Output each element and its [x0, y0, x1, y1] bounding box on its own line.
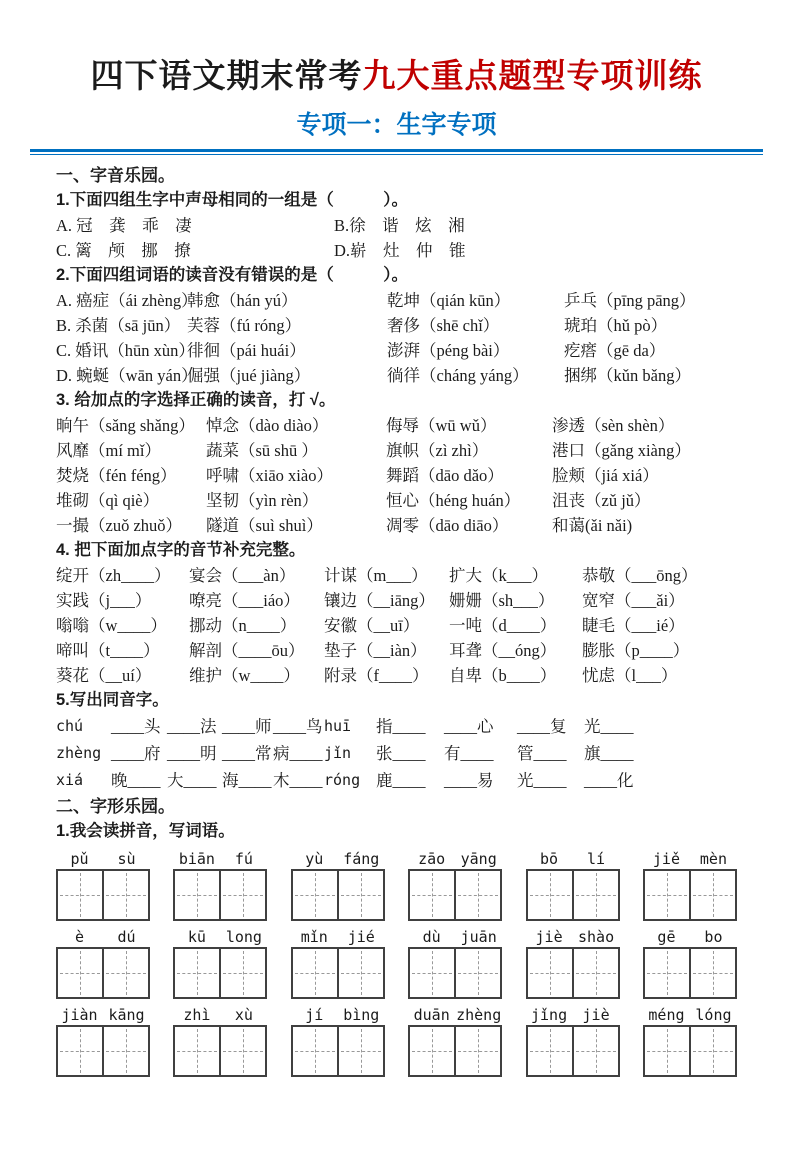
word-item: 附录（f____） — [324, 666, 429, 685]
word-item: 病____ — [273, 744, 323, 763]
q5-rows — [56, 713, 737, 794]
pinyin-syllable: sù — [117, 850, 136, 868]
exercise-row — [56, 588, 737, 613]
writing-grid-box — [173, 1025, 267, 1077]
word-item: 安徽（__uī） — [324, 616, 420, 635]
word-item: ____复 — [517, 717, 567, 736]
pinyin-syllable: zhèng — [456, 1006, 502, 1024]
word-item: 脸颊（jiá xiá） — [552, 466, 659, 485]
pinyin-syllable: jí — [305, 1006, 324, 1024]
exercise-row — [56, 438, 737, 463]
word-item: ____明 — [167, 744, 217, 763]
word-writing-unit — [643, 924, 737, 999]
exercise-row — [56, 638, 737, 663]
q3-stem: 3. 给加点的字选择正确的读音，打 √。 — [56, 391, 336, 409]
section-subtitle: 专项一：生字专项 — [296, 112, 497, 139]
word-item: 乾坤（qián kūn） — [387, 291, 511, 310]
pinyin-label — [526, 1002, 620, 1025]
pinyin-syllable: duān — [413, 1006, 450, 1024]
word-item: 隧道（suì shuì） — [206, 516, 323, 535]
word-item: 绽开（zh____） — [56, 566, 171, 585]
pinyin-label — [643, 924, 737, 947]
word-item: 忧虑（l___） — [582, 666, 678, 685]
writing-grid-box — [408, 947, 502, 999]
q1-option: A. 冠 龚 乖 凄 — [56, 216, 192, 235]
writing-grid-box — [526, 1025, 620, 1077]
word-item: 海____ — [222, 771, 272, 790]
pinyin-label — [408, 846, 502, 869]
writing-grid-box — [643, 869, 737, 921]
word-item: 徜徉（cháng yáng） — [387, 366, 529, 385]
word-item: 嗡嗡（w____） — [56, 616, 167, 635]
word-writing-unit — [408, 1002, 502, 1077]
word-item: 韩愈（hán yú） — [187, 291, 298, 310]
word-writing-unit — [291, 846, 385, 921]
pinyin-syllable: jiè — [535, 928, 563, 946]
word-item: 堆砌（qì qiè） — [56, 491, 160, 510]
worksheet-page — [0, 50, 793, 1077]
writing-cell — [337, 1027, 383, 1075]
pinyin-syllable: dù — [422, 928, 441, 946]
writing-grid-box — [408, 869, 502, 921]
word-writing-unit — [643, 1002, 737, 1077]
writing-cell — [454, 871, 500, 919]
word-item: 宴会（___àn） — [189, 566, 296, 585]
word-item: 和蔼(ǎi nǎi) — [552, 516, 633, 535]
exercise-row — [56, 363, 737, 388]
page-title-red-part: 九大重点题型专项训练 — [362, 59, 703, 95]
word-writing-unit — [526, 846, 620, 921]
writing-cell — [337, 949, 383, 997]
writing-cell — [219, 1027, 265, 1075]
q2-rows — [56, 288, 737, 388]
pinyin-label — [408, 1002, 502, 1025]
word-item: ____化 — [584, 771, 634, 790]
word-writing-unit — [408, 924, 502, 999]
word-item: 耳聋（__óng） — [449, 641, 557, 660]
word-item: 木____ — [273, 771, 323, 790]
word-item: 计谋（m___） — [324, 566, 428, 585]
pinyin-label — [291, 846, 385, 869]
writing-row — [56, 924, 737, 999]
pinyin-syllable: bō — [540, 850, 559, 868]
q1-option: B.徐 谐 炫 湘 — [334, 216, 465, 235]
exercise-row — [56, 663, 737, 688]
word-writing-unit — [56, 846, 150, 921]
exercise-row — [56, 288, 737, 313]
pinyin-syllable: biān — [178, 850, 215, 868]
writing-cell — [337, 871, 383, 919]
q1-option: D.崭 灶 仲 锥 — [334, 241, 466, 260]
page-title-black-part: 四下语文期末常考 — [90, 59, 363, 95]
writing-cell — [528, 1027, 572, 1075]
exercise-row — [56, 613, 737, 638]
writing-grid-box — [56, 1025, 150, 1077]
word-item: 港口（gǎng xiàng） — [552, 441, 691, 460]
word-item: 解剖（____ōu） — [189, 641, 305, 660]
pinyin-syllable: yāng — [460, 850, 497, 868]
word-item: 扩大（k___） — [449, 566, 548, 585]
writing-cell — [528, 949, 572, 997]
word-item: 晚____ — [111, 771, 161, 790]
pinyin-syllable: lí — [587, 850, 606, 868]
pinyin-syllable: long — [225, 928, 262, 946]
writing-cell — [293, 871, 337, 919]
pinyin-label — [526, 924, 620, 947]
word-item: 恒心（héng huán） — [386, 491, 521, 510]
word-writing-unit — [56, 1002, 150, 1077]
word-writing-unit — [173, 1002, 267, 1077]
pinyin-label — [173, 846, 267, 869]
pinyin-syllable: jié — [347, 928, 375, 946]
writing-row — [56, 846, 737, 921]
homophone-row — [56, 713, 737, 740]
word-item: 一吨（d____） — [449, 616, 557, 635]
writing-cell — [410, 871, 454, 919]
exercise-row — [56, 513, 737, 538]
word-item: 疙瘩（gē da） — [564, 341, 666, 360]
word-item: 垫子（__iàn） — [324, 641, 427, 660]
pinyin-label: zhèng — [56, 744, 102, 762]
pinyin-label — [56, 1002, 150, 1025]
writing-cell — [645, 871, 689, 919]
word-item: 侮辱（wū wǔ） — [386, 416, 497, 435]
pinyin-syllable: pǔ — [70, 850, 89, 868]
word-item: 宽窄（___ǎi） — [582, 591, 685, 610]
pinyin-label: huī — [324, 717, 352, 735]
word-item: 大____ — [167, 771, 217, 790]
writing-cell — [572, 1027, 618, 1075]
writing-grid-box — [643, 1025, 737, 1077]
word-item: 指____ — [376, 717, 426, 736]
pinyin-syllable: bo — [704, 928, 723, 946]
writing-cell — [219, 949, 265, 997]
word-item: 徘徊（pái huái） — [187, 341, 306, 360]
word-writing-unit — [408, 846, 502, 921]
word-writing-unit — [173, 846, 267, 921]
pinyin-syllable: zāo — [418, 850, 446, 868]
word-item: 芙蓉（fú róng） — [187, 316, 302, 335]
writing-grid-box — [56, 869, 150, 921]
writing-cell — [175, 871, 219, 919]
homophone-row — [56, 767, 737, 794]
writing-cell — [645, 949, 689, 997]
word-item: 坚韧（yìn rèn） — [206, 491, 319, 510]
writing-cell — [102, 1027, 148, 1075]
writing-cell — [219, 871, 265, 919]
pinyin-syllable: jǐng — [531, 1006, 568, 1024]
pinyin-syllable: fáng — [343, 850, 380, 868]
section1-heading: 一、字音乐园。 — [56, 166, 175, 185]
writing-cell — [454, 949, 500, 997]
writing-grid-box — [526, 947, 620, 999]
word-item: 睫毛（___ié） — [582, 616, 685, 635]
pinyin-label — [173, 1002, 267, 1025]
q3-rows — [56, 413, 737, 538]
pinyin-syllable: xù — [234, 1006, 253, 1024]
exercise-row — [56, 488, 737, 513]
word-writing-unit — [291, 1002, 385, 1077]
pinyin-syllable: gē — [657, 928, 676, 946]
pinyin-writing-area — [56, 846, 737, 1077]
pinyin-label: jǐn — [324, 744, 352, 762]
section2-heading: 二、字形乐园。 — [56, 797, 175, 816]
writing-cell — [410, 1027, 454, 1075]
word-item: 旗帜（zì zhì） — [386, 441, 489, 460]
word-item: 葵花（__uí） — [56, 666, 152, 685]
writing-grid-box — [291, 1025, 385, 1077]
q2-stem: 2.下面四组词语的读音没有错误的是（ ）。 — [56, 266, 409, 284]
writing-cell — [572, 949, 618, 997]
exercise-row — [56, 463, 737, 488]
pinyin-label — [526, 846, 620, 869]
pinyin-syllable: lóng — [695, 1006, 732, 1024]
word-item: 舞蹈（dāo dǎo） — [386, 466, 504, 485]
writing-cell — [689, 871, 735, 919]
q1-stem: 1.下面四组生字中声母相同的一组是（ ）。 — [56, 191, 409, 209]
word-item: 镶边（__iāng） — [324, 591, 435, 610]
word-item: 挪动（n____） — [189, 616, 297, 635]
pinyin-syllable: jiě — [652, 850, 680, 868]
word-item: ____师 — [222, 717, 272, 736]
word-item: 一撮（zuǒ zhuǒ） — [56, 516, 183, 535]
pinyin-syllable: kāng — [108, 1006, 145, 1024]
pinyin-label — [408, 924, 502, 947]
writing-grid-box — [408, 1025, 502, 1077]
word-item: 奢侈（shē chǐ） — [387, 316, 500, 335]
pinyin-label — [291, 924, 385, 947]
word-item: ____心 — [444, 717, 494, 736]
word-item: ____法 — [167, 717, 217, 736]
word-writing-unit — [526, 1002, 620, 1077]
word-item: ____常 — [222, 744, 272, 763]
word-writing-unit — [526, 924, 620, 999]
writing-cell — [175, 949, 219, 997]
word-writing-unit — [643, 846, 737, 921]
word-item: 张____ — [376, 744, 426, 763]
pinyin-label — [56, 924, 150, 947]
word-writing-unit — [173, 924, 267, 999]
exercise-row — [56, 338, 737, 363]
exercise-row — [56, 563, 737, 588]
pinyin-syllable: jiàn — [61, 1006, 98, 1024]
writing-grid-box — [291, 869, 385, 921]
homophone-row — [56, 740, 737, 767]
word-item: 实践（j___） — [56, 591, 152, 610]
word-item: 光____ — [584, 717, 634, 736]
word-writing-unit — [56, 924, 150, 999]
word-item: 啼叫（t____） — [56, 641, 160, 660]
writing-cell — [645, 1027, 689, 1075]
writing-cell — [689, 1027, 735, 1075]
word-item: C. 婚讯（hūn xùn） — [56, 341, 195, 360]
word-item: 悼念（dào diào） — [206, 416, 329, 435]
word-item: 姗姗（sh___） — [449, 591, 555, 610]
word-item: 蔬菜（sū shū ） — [206, 441, 318, 460]
word-item: 澎湃（péng bài） — [387, 341, 510, 360]
word-item: B. 杀菌（sā jūn） — [56, 316, 181, 335]
word-item: 风靡（mí mǐ） — [56, 441, 161, 460]
writing-cell — [293, 1027, 337, 1075]
writing-cell — [410, 949, 454, 997]
word-item: ____府 — [111, 744, 161, 763]
writing-cell — [528, 871, 572, 919]
writing-grid-box — [291, 947, 385, 999]
word-item: 晌午（sǎng shǎng） — [56, 416, 195, 435]
pinyin-label: róng — [324, 771, 361, 789]
pinyin-syllable: mǐn — [300, 928, 328, 946]
writing-cell — [58, 949, 102, 997]
pinyin-syllable: zhì — [183, 1006, 211, 1024]
writing-cell — [454, 1027, 500, 1075]
word-item: ____头 — [111, 717, 161, 736]
word-item: 有____ — [444, 744, 494, 763]
word-item: 呼啸（xiāo xiào） — [206, 466, 333, 485]
writing-cell — [689, 949, 735, 997]
word-item: 倔强（jué jiàng） — [187, 366, 311, 385]
word-item: 焚烧（fén féng） — [56, 466, 177, 485]
word-item: ____易 — [444, 771, 494, 790]
word-item: A. 癌症（ái zhèng） — [56, 291, 198, 310]
word-item: ____鸟 — [273, 717, 323, 736]
word-item: 琥珀（hǔ pò） — [564, 316, 668, 335]
writing-grid-box — [526, 869, 620, 921]
pinyin-syllable: méng — [648, 1006, 685, 1024]
pinyin-label — [56, 846, 150, 869]
word-item: 渗透（sèn shèn） — [552, 416, 675, 435]
word-item: 凋零（dāo diāo） — [386, 516, 509, 535]
pinyin-syllable: kū — [187, 928, 206, 946]
pinyin-syllable: mèn — [699, 850, 727, 868]
pinyin-syllable: juān — [460, 928, 497, 946]
writing-cell — [572, 871, 618, 919]
word-item: 光____ — [517, 771, 567, 790]
word-item: 鹿____ — [376, 771, 426, 790]
word-item: 捆绑（kǔn bǎng） — [564, 366, 691, 385]
exercise-row — [56, 413, 737, 438]
pinyin-syllable: shào — [578, 928, 615, 946]
writing-cell — [58, 1027, 102, 1075]
writing-row — [56, 1002, 737, 1077]
writing-grid-box — [173, 869, 267, 921]
divider-double-line — [30, 149, 763, 155]
word-item: 自卑（b____） — [449, 666, 557, 685]
pinyin-label — [291, 1002, 385, 1025]
q4-rows — [56, 563, 737, 688]
writing-cell — [175, 1027, 219, 1075]
pinyin-syllable: dú — [117, 928, 136, 946]
q4-stem: 4. 把下面加点字的音节补充完整。 — [56, 541, 306, 559]
writing-cell — [102, 871, 148, 919]
writing-grid-box — [173, 947, 267, 999]
pinyin-label — [643, 1002, 737, 1025]
writing-cell — [102, 949, 148, 997]
writing-cell — [293, 949, 337, 997]
pinyin-syllable: yù — [305, 850, 324, 868]
pinyin-syllable: fú — [234, 850, 253, 868]
word-item: 沮丧（zǔ jǔ） — [552, 491, 651, 510]
page-title — [56, 50, 737, 97]
q1-options — [56, 213, 737, 263]
pinyin-syllable: è — [74, 928, 85, 946]
pinyin-label — [173, 924, 267, 947]
word-item: 膨胀（p____） — [582, 641, 690, 660]
pinyin-label — [643, 846, 737, 869]
exercise-row — [56, 313, 737, 338]
q5-stem: 5.写出同音字。 — [56, 691, 169, 709]
writing-grid-box — [643, 947, 737, 999]
word-item: 嘹亮（___iáo） — [189, 591, 300, 610]
q1-option: C. 篱 颅 挪 撩 — [56, 241, 191, 260]
writing-grid-box — [56, 947, 150, 999]
pinyin-label: xiá — [56, 771, 84, 789]
word-item: 恭敬（___ōng） — [582, 566, 698, 585]
word-writing-unit — [291, 924, 385, 999]
word-item: 乒乓（pīng pāng） — [564, 291, 696, 310]
pinyin-syllable: bìng — [343, 1006, 380, 1024]
pinyin-label: chú — [56, 717, 84, 735]
section2-q1-stem: 1.我会读拼音，写词语。 — [56, 822, 235, 840]
word-item: 旗____ — [584, 744, 634, 763]
word-item: D. 蜿蜒（wān yán） — [56, 366, 198, 385]
word-item: 维护（w____） — [189, 666, 300, 685]
writing-cell — [58, 871, 102, 919]
word-item: 管____ — [517, 744, 567, 763]
pinyin-syllable: jiè — [582, 1006, 610, 1024]
